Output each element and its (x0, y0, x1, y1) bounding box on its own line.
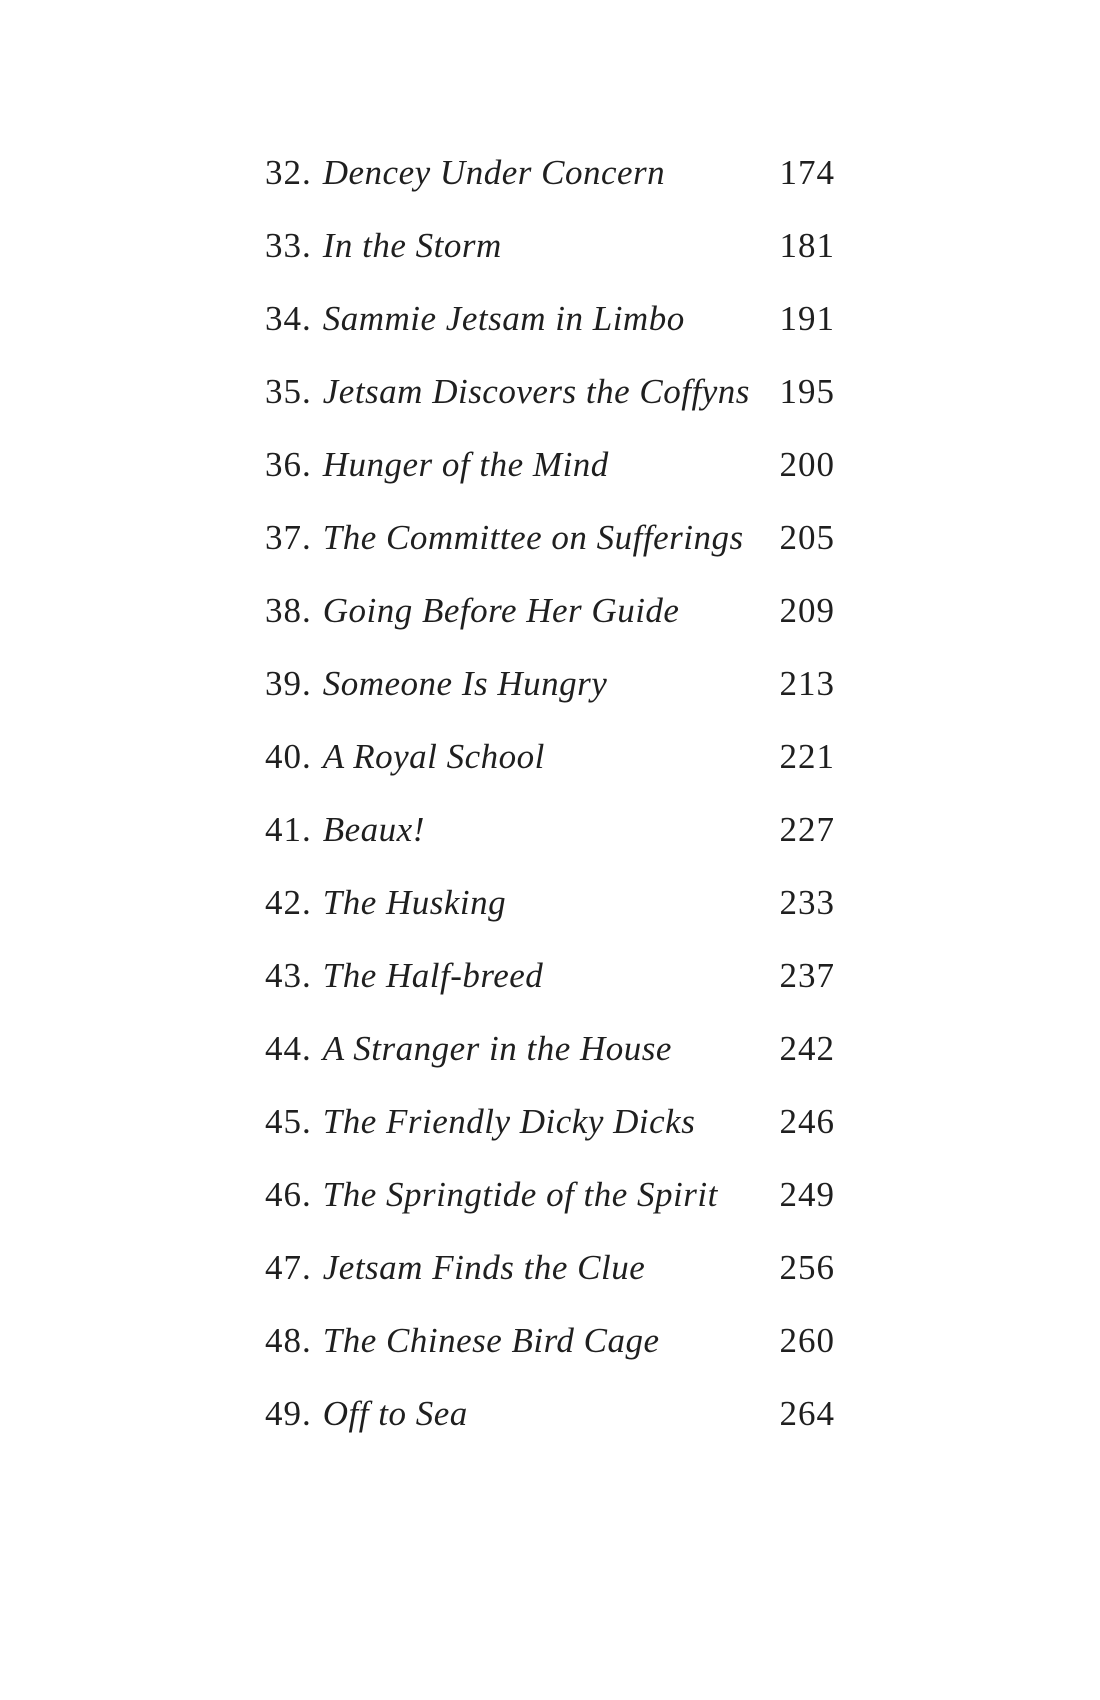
toc-entry (265, 1391, 835, 1437)
chapter-number: 37. (265, 518, 312, 557)
chapter-title: Jetsam Finds the Clue (322, 1248, 646, 1287)
toc-entry-heading (265, 515, 744, 561)
toc-entry (265, 953, 835, 999)
toc-entry (265, 442, 835, 488)
toc-entry (265, 1026, 835, 1072)
chapter-page-number: 213 (779, 664, 835, 703)
toc-entry-heading (265, 1172, 718, 1218)
chapter-page-number: 249 (779, 1175, 835, 1214)
chapter-number: 40. (265, 737, 312, 776)
toc-entry (265, 1245, 835, 1291)
toc-entry-heading (265, 1099, 695, 1145)
chapter-page-number: 260 (779, 1321, 835, 1360)
chapter-page-number: 227 (779, 810, 835, 849)
table-of-contents (265, 150, 835, 1464)
toc-entry-heading (265, 223, 502, 269)
chapter-title: A Stranger in the House (322, 1029, 672, 1068)
chapter-title: The Springtide of the Spirit (322, 1175, 718, 1214)
chapter-title: Dencey Under Concern (322, 153, 666, 192)
toc-entry (265, 661, 835, 707)
chapter-page-number: 246 (779, 1102, 835, 1141)
chapter-page-number: 174 (779, 153, 835, 192)
chapter-number: 34. (265, 299, 312, 338)
chapter-page-number: 195 (779, 372, 835, 411)
chapter-title: Going Before Her Guide (322, 591, 680, 630)
chapter-title: The Friendly Dicky Dicks (322, 1102, 696, 1141)
chapter-title: The Chinese Bird Cage (322, 1321, 660, 1360)
chapter-title: The Committee on Sufferings (322, 518, 744, 557)
toc-entry-heading (265, 1026, 672, 1072)
chapter-number: 45. (265, 1102, 312, 1141)
toc-entry (265, 369, 835, 415)
toc-entry-heading (265, 1318, 660, 1364)
toc-entry-heading (265, 661, 607, 707)
chapter-page-number: 200 (779, 445, 835, 484)
toc-entry-heading (265, 807, 425, 853)
chapter-page-number: 221 (779, 737, 835, 776)
chapter-number: 44. (265, 1029, 312, 1068)
chapter-number: 42. (265, 883, 312, 922)
chapter-number: 43. (265, 956, 312, 995)
chapter-number: 36. (265, 445, 312, 484)
chapter-number: 49. (265, 1394, 312, 1433)
chapter-number: 41. (265, 810, 312, 849)
chapter-title: Sammie Jetsam in Limbo (322, 299, 685, 338)
chapter-number: 48. (265, 1321, 312, 1360)
toc-entry (265, 588, 835, 634)
chapter-title: A Royal School (322, 737, 545, 776)
chapter-number: 33. (265, 226, 312, 265)
toc-entry (265, 1318, 835, 1364)
chapter-title: The Husking (322, 883, 507, 922)
toc-entry-heading (265, 150, 665, 196)
chapter-title: In the Storm (322, 226, 502, 265)
chapter-page-number: 264 (779, 1394, 835, 1433)
toc-entry-heading (265, 880, 506, 926)
toc-entry-heading (265, 369, 750, 415)
chapter-page-number: 242 (779, 1029, 835, 1068)
chapter-number: 38. (265, 591, 312, 630)
toc-entry (265, 1172, 835, 1218)
toc-entry (265, 296, 835, 342)
chapter-title: Off to Sea (322, 1394, 468, 1433)
chapter-number: 35. (265, 372, 312, 411)
chapter-title: Someone Is Hungry (322, 664, 608, 703)
toc-entry-heading (265, 1391, 468, 1437)
chapter-page-number: 191 (779, 299, 835, 338)
toc-entry (265, 880, 835, 926)
toc-entry (265, 515, 835, 561)
toc-entry-heading (265, 442, 609, 488)
toc-entry (265, 150, 835, 196)
chapter-page-number: 233 (779, 883, 835, 922)
chapter-title: Hunger of the Mind (322, 445, 609, 484)
chapter-title: The Half-breed (322, 956, 544, 995)
toc-entry-heading (265, 953, 543, 999)
chapter-number: 46. (265, 1175, 312, 1214)
chapter-number: 47. (265, 1248, 312, 1287)
chapter-number: 39. (265, 664, 312, 703)
chapter-page-number: 209 (779, 591, 835, 630)
chapter-page-number: 256 (779, 1248, 835, 1287)
toc-entry-heading (265, 734, 545, 780)
toc-entry (265, 734, 835, 780)
toc-entry-heading (265, 1245, 645, 1291)
chapter-title: Jetsam Discovers the Coffyns (322, 372, 750, 411)
chapter-title: Beaux! (322, 810, 425, 849)
chapter-page-number: 205 (779, 518, 835, 557)
toc-entry-heading (265, 296, 685, 342)
toc-entry (265, 223, 835, 269)
toc-entry (265, 1099, 835, 1145)
chapter-number: 32. (265, 153, 312, 192)
toc-entry (265, 807, 835, 853)
chapter-page-number: 181 (779, 226, 835, 265)
toc-entry-heading (265, 588, 679, 634)
chapter-page-number: 237 (779, 956, 835, 995)
